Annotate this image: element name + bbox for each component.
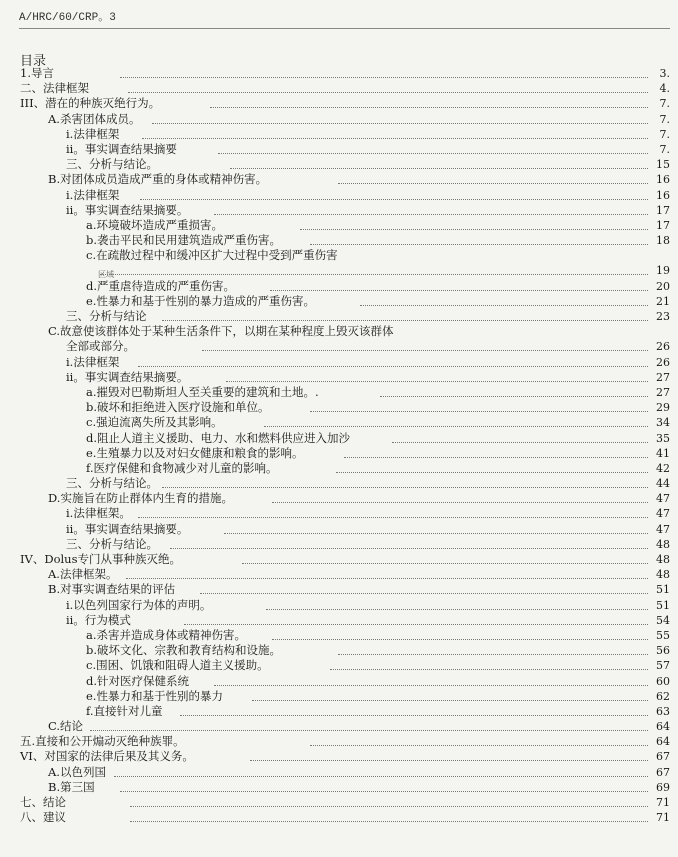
toc-entry-label: C.结论 xyxy=(48,719,84,734)
toc-entry-label: c.强迫流离失所及其影响。 xyxy=(86,415,223,430)
toc-entry[interactable] xyxy=(0,112,678,127)
toc-entry-label: e.生殖暴力以及对妇女健康和粮食的影响。 xyxy=(86,445,304,460)
toc-entry-label: VI、对国家的法律后果及其义务。 xyxy=(20,749,194,764)
toc-entry-label: III、潜在的种族灭绝行为。 xyxy=(20,96,161,111)
toc-entry-page-number: 71 xyxy=(656,811,670,825)
toc-entry-label: b.袭击平民和民用建筑造成严重伤害。 xyxy=(86,233,282,248)
dot-leader xyxy=(170,537,648,549)
toc-entry-page-number: 47 xyxy=(656,522,670,536)
toc-entry[interactable] xyxy=(0,643,678,658)
toc-entry-label: d.阻止人道主义援助、电力、水和燃料供应进入加沙 xyxy=(86,430,351,445)
toc-entry-label: ii。行为模式 xyxy=(66,612,131,627)
toc-entry-label: ii。事实调查结果摘要 xyxy=(66,141,177,156)
dot-leader xyxy=(300,218,648,230)
toc-entry-page-number: 56 xyxy=(656,644,670,658)
toc-entry[interactable] xyxy=(0,689,678,704)
toc-entry-page-number: 67 xyxy=(656,765,670,779)
dot-leader xyxy=(336,461,648,473)
dot-leader xyxy=(214,674,648,686)
dot-leader xyxy=(138,355,648,367)
dot-leader xyxy=(120,66,648,78)
toc-entry-label: B.第三国 xyxy=(48,779,95,794)
toc-entry-page-number: 23 xyxy=(656,310,670,323)
toc-entry-label: IV、Dolus专门从事种族灭绝。 xyxy=(20,552,181,566)
toc-entry-label: 三、分析与结论。 xyxy=(66,157,158,172)
toc-entry[interactable] xyxy=(0,522,678,537)
toc-entry-page-number: 7. xyxy=(659,127,670,141)
toc-entry-page-number: 47 xyxy=(656,507,670,521)
toc-entry-page-number: 26 xyxy=(656,340,670,354)
toc-entry-page-number: 29 xyxy=(656,401,670,415)
toc-entry-page-number: 71 xyxy=(656,796,670,809)
dot-leader xyxy=(120,780,648,792)
toc-entry-label: 三、分析与结论。 xyxy=(66,536,158,551)
toc-entry-page-number: 7. xyxy=(659,97,670,111)
toc-entry-label: b.破坏文化、宗教和教育结构和设施。 xyxy=(86,643,282,658)
toc-entry-page-number: 47 xyxy=(656,492,670,506)
dot-leader xyxy=(152,112,648,124)
toc-entry-label: B.对事实调查结果的评估 xyxy=(48,582,176,597)
dot-leader xyxy=(338,643,648,655)
toc-entry[interactable] xyxy=(0,385,678,400)
toc-entry-label: 七、结论 xyxy=(20,795,66,809)
toc-entry[interactable] xyxy=(0,704,678,719)
toc-entry-page-number: 21 xyxy=(656,294,670,308)
dot-leader xyxy=(210,96,648,108)
toc-entry-page-number: 26 xyxy=(656,355,670,369)
toc-entry[interactable] xyxy=(0,749,678,764)
toc-entry-label: ii。事实调查结果摘要。 xyxy=(66,202,189,217)
toc-entry-label: d.严重虐待造成的严重伤害。 xyxy=(86,278,236,293)
toc-entry-page-number: 69 xyxy=(656,780,670,794)
dot-leader xyxy=(202,339,648,351)
toc-entry[interactable] xyxy=(0,734,678,749)
toc-entry[interactable] xyxy=(0,674,678,689)
toc-entry[interactable] xyxy=(0,309,678,324)
dot-leader xyxy=(224,522,648,534)
toc-entry[interactable] xyxy=(0,567,678,582)
toc-entry-page-number: 19 xyxy=(656,264,670,278)
toc-entry-page-number: 3. xyxy=(659,67,670,80)
toc-entry[interactable] xyxy=(0,810,678,825)
toc-entry[interactable] xyxy=(0,537,678,552)
toc-entry-label: ii。事实调查结果摘要。 xyxy=(66,521,189,536)
toc-entry-label: ii。事实调查结果摘要。 xyxy=(66,369,189,384)
toc-entry-page-number: 51 xyxy=(656,583,670,597)
toc-entry[interactable] xyxy=(0,719,678,734)
toc-entry-page-number: 17 xyxy=(656,203,670,217)
dot-leader xyxy=(200,582,648,594)
toc-entry[interactable] xyxy=(0,552,678,567)
toc-entry[interactable] xyxy=(0,780,678,795)
toc-entry-label: 二、法律框架 xyxy=(20,81,89,96)
dot-leader xyxy=(272,491,648,503)
toc-entry[interactable] xyxy=(0,172,678,187)
toc-entry-label: 1.导言 xyxy=(20,66,54,80)
dot-leader xyxy=(266,598,648,610)
dot-leader xyxy=(180,704,648,716)
dot-leader xyxy=(250,749,648,761)
toc-entry-page-number: 48 xyxy=(656,568,670,582)
toc-entry-page-number: 35 xyxy=(656,431,670,445)
toc-entry[interactable] xyxy=(0,203,678,218)
toc-entry-label: c.在疏散过程中和缓冲区扩大过程中受到严重伤害 xyxy=(86,248,338,263)
toc-entry-label: e.性暴力和基于性别的暴力造成的严重伤害。 xyxy=(86,293,315,308)
toc-entry-label: C.故意使该群体处于某种生活条件下，以期在某种程度上毁灭该群体 xyxy=(48,324,394,339)
toc-entry-page-number: 27 xyxy=(656,370,670,384)
toc-entry-label: B.对团体成员造成严重的身体或精神伤害。 xyxy=(48,172,268,187)
dot-leader xyxy=(344,446,648,458)
toc-entry-page-number: 51 xyxy=(656,598,670,612)
toc-entry-page-number: 54 xyxy=(656,613,670,627)
toc-entry-page-number: 44 xyxy=(656,477,670,491)
toc-entry[interactable] xyxy=(0,248,678,263)
dot-leader xyxy=(392,431,648,443)
toc-entry-page-number: 16 xyxy=(656,173,670,187)
dot-leader xyxy=(114,765,648,777)
toc-entry-label: 三、分析与结论。 xyxy=(66,476,158,491)
toc-entry-page-number: 67 xyxy=(656,750,670,764)
dot-leader xyxy=(252,689,648,701)
toc-entry-page-number: 7. xyxy=(659,112,670,126)
toc-entry[interactable] xyxy=(0,415,678,430)
dot-leader xyxy=(142,127,648,139)
toc-entry-label: e.性暴力和基于性别的暴力 xyxy=(86,688,223,703)
toc-entry-page-number: 48 xyxy=(656,553,670,566)
toc-entry[interactable] xyxy=(0,613,678,628)
toc-entry[interactable] xyxy=(0,446,678,461)
dot-leader xyxy=(100,263,648,275)
toc-entry-label: a.杀害并造成身体或精神伤害。 xyxy=(86,627,247,642)
dot-leader xyxy=(226,370,648,382)
toc-entry-page-number: 15 xyxy=(656,158,670,172)
toc-entry-page-number: 7. xyxy=(659,142,670,156)
toc-entry[interactable] xyxy=(0,506,678,521)
toc-entry-label: i.法律框架 xyxy=(66,187,120,202)
toc-entry-page-number: 48 xyxy=(656,537,670,551)
toc-entry-page-number: 42 xyxy=(656,461,670,475)
table-of-contents xyxy=(0,66,678,825)
toc-entry-page-number: 20 xyxy=(656,279,670,293)
toc-entry-label: c.围困、饥饿和阻碍人道主义援助。 xyxy=(86,658,269,673)
toc-entry[interactable] xyxy=(0,188,678,203)
toc-entry-page-number: 27 xyxy=(656,385,670,399)
toc-entry[interactable] xyxy=(0,66,678,81)
dot-leader xyxy=(138,506,648,518)
toc-entry[interactable] xyxy=(0,279,678,294)
toc-entry-label: d.针对医疗保健系统 xyxy=(86,673,190,688)
document-symbol-header: A/HRC/60/CRP。3 xyxy=(19,8,670,29)
toc-entry[interactable] xyxy=(0,294,678,309)
toc-entry[interactable] xyxy=(0,582,678,597)
toc-entry-label: 五.直接和公开煽动灭绝种族罪。 xyxy=(20,734,185,749)
toc-entry[interactable] xyxy=(0,658,678,673)
toc-entry-label: A.法律框架。 xyxy=(48,567,118,582)
toc-entry[interactable] xyxy=(0,142,678,157)
toc-entry[interactable] xyxy=(0,491,678,506)
toc-entry[interactable] xyxy=(0,598,678,613)
toc-entry[interactable] xyxy=(0,263,678,278)
toc-entry[interactable] xyxy=(0,461,678,476)
dot-leader xyxy=(184,613,648,625)
toc-entry-page-number: 34 xyxy=(656,416,670,430)
toc-entry-page-number: 62 xyxy=(656,689,670,703)
dot-leader xyxy=(162,476,648,488)
dot-leader xyxy=(310,734,648,746)
toc-entry-label: i.以色列国家行为体的声明。 xyxy=(66,597,212,612)
toc-entry[interactable] xyxy=(0,795,678,810)
dot-leader xyxy=(162,309,648,321)
toc-entry-label: 八、建议 xyxy=(20,810,66,825)
dot-leader xyxy=(126,567,648,579)
toc-entry[interactable] xyxy=(0,476,678,491)
dot-leader xyxy=(90,719,648,731)
toc-entry-label: b.破坏和拒绝进入医疗设施和单位。 xyxy=(86,400,270,415)
dot-leader xyxy=(310,233,648,245)
toc-entry[interactable] xyxy=(0,81,678,96)
dot-leader xyxy=(242,552,648,564)
toc-entry-page-number: 64 xyxy=(656,720,670,734)
toc-entry[interactable] xyxy=(0,765,678,780)
toc-entry[interactable] xyxy=(0,355,678,370)
dot-leader xyxy=(230,157,648,169)
toc-entry-label: i.法律框架 xyxy=(66,354,120,369)
dot-leader xyxy=(218,142,648,154)
toc-entry-label: a.摧毁对巴勒斯坦人至关重要的建筑和土地。. xyxy=(86,384,319,399)
dot-leader xyxy=(338,172,648,184)
dot-leader xyxy=(264,415,648,427)
toc-entry[interactable] xyxy=(0,339,678,354)
toc-entry-page-number: 55 xyxy=(656,628,670,642)
dot-leader xyxy=(272,628,648,640)
toc-entry[interactable] xyxy=(0,157,678,172)
toc-entry-page-number: 57 xyxy=(656,659,670,673)
toc-entry-label: A.杀害团体成员。 xyxy=(48,111,141,126)
toc-entry[interactable] xyxy=(0,218,678,233)
toc-entry-page-number: 63 xyxy=(656,704,670,718)
dot-leader xyxy=(330,658,648,670)
dot-leader xyxy=(140,188,648,200)
toc-entry-page-number: 4. xyxy=(659,82,670,96)
toc-entry[interactable] xyxy=(0,233,678,248)
toc-entry-label: A.以色列国 xyxy=(48,764,106,779)
dot-leader xyxy=(128,81,648,93)
toc-entry-page-number: 64 xyxy=(656,735,670,749)
toc-entry-label: a.环境破坏造成严重损害。 xyxy=(86,217,224,232)
toc-entry-label: i.法律框架。 xyxy=(66,506,131,521)
toc-entry[interactable] xyxy=(0,127,678,142)
toc-entry[interactable] xyxy=(0,370,678,385)
toc-entry-label: D.实施旨在防止群体内生育的措施。 xyxy=(48,491,233,506)
toc-entry[interactable] xyxy=(0,96,678,111)
toc-entry-label: 全部或部分。 xyxy=(66,339,135,354)
toc-entry-label: 三、分析与结论 xyxy=(66,309,147,323)
toc-entry-page-number: 17 xyxy=(656,218,670,232)
toc-entry-label: f.直接针对儿童 xyxy=(86,703,163,718)
toc-entry-page-number: 41 xyxy=(656,446,670,460)
dot-leader xyxy=(270,279,648,291)
toc-entry-page-number: 16 xyxy=(656,188,670,202)
toc-entry-label: i.法律框架 xyxy=(66,126,120,141)
toc-entry[interactable] xyxy=(0,431,678,446)
dot-leader xyxy=(130,810,648,822)
toc-entry[interactable] xyxy=(0,324,678,339)
toc-entry-page-number: 60 xyxy=(656,674,670,688)
dot-leader xyxy=(360,294,648,306)
toc-entry-label: 区域 xyxy=(98,270,114,280)
toc-entry[interactable] xyxy=(0,400,678,415)
dot-leader xyxy=(380,385,648,397)
dot-leader xyxy=(310,400,648,412)
toc-title: 目录 xyxy=(20,54,47,69)
toc-entry-page-number: 18 xyxy=(656,234,670,248)
toc-entry[interactable] xyxy=(0,628,678,643)
dot-leader xyxy=(130,795,648,807)
toc-entry-label: f.医疗保健和食物减少对儿童的影响。 xyxy=(86,460,278,475)
dot-leader xyxy=(214,203,648,215)
